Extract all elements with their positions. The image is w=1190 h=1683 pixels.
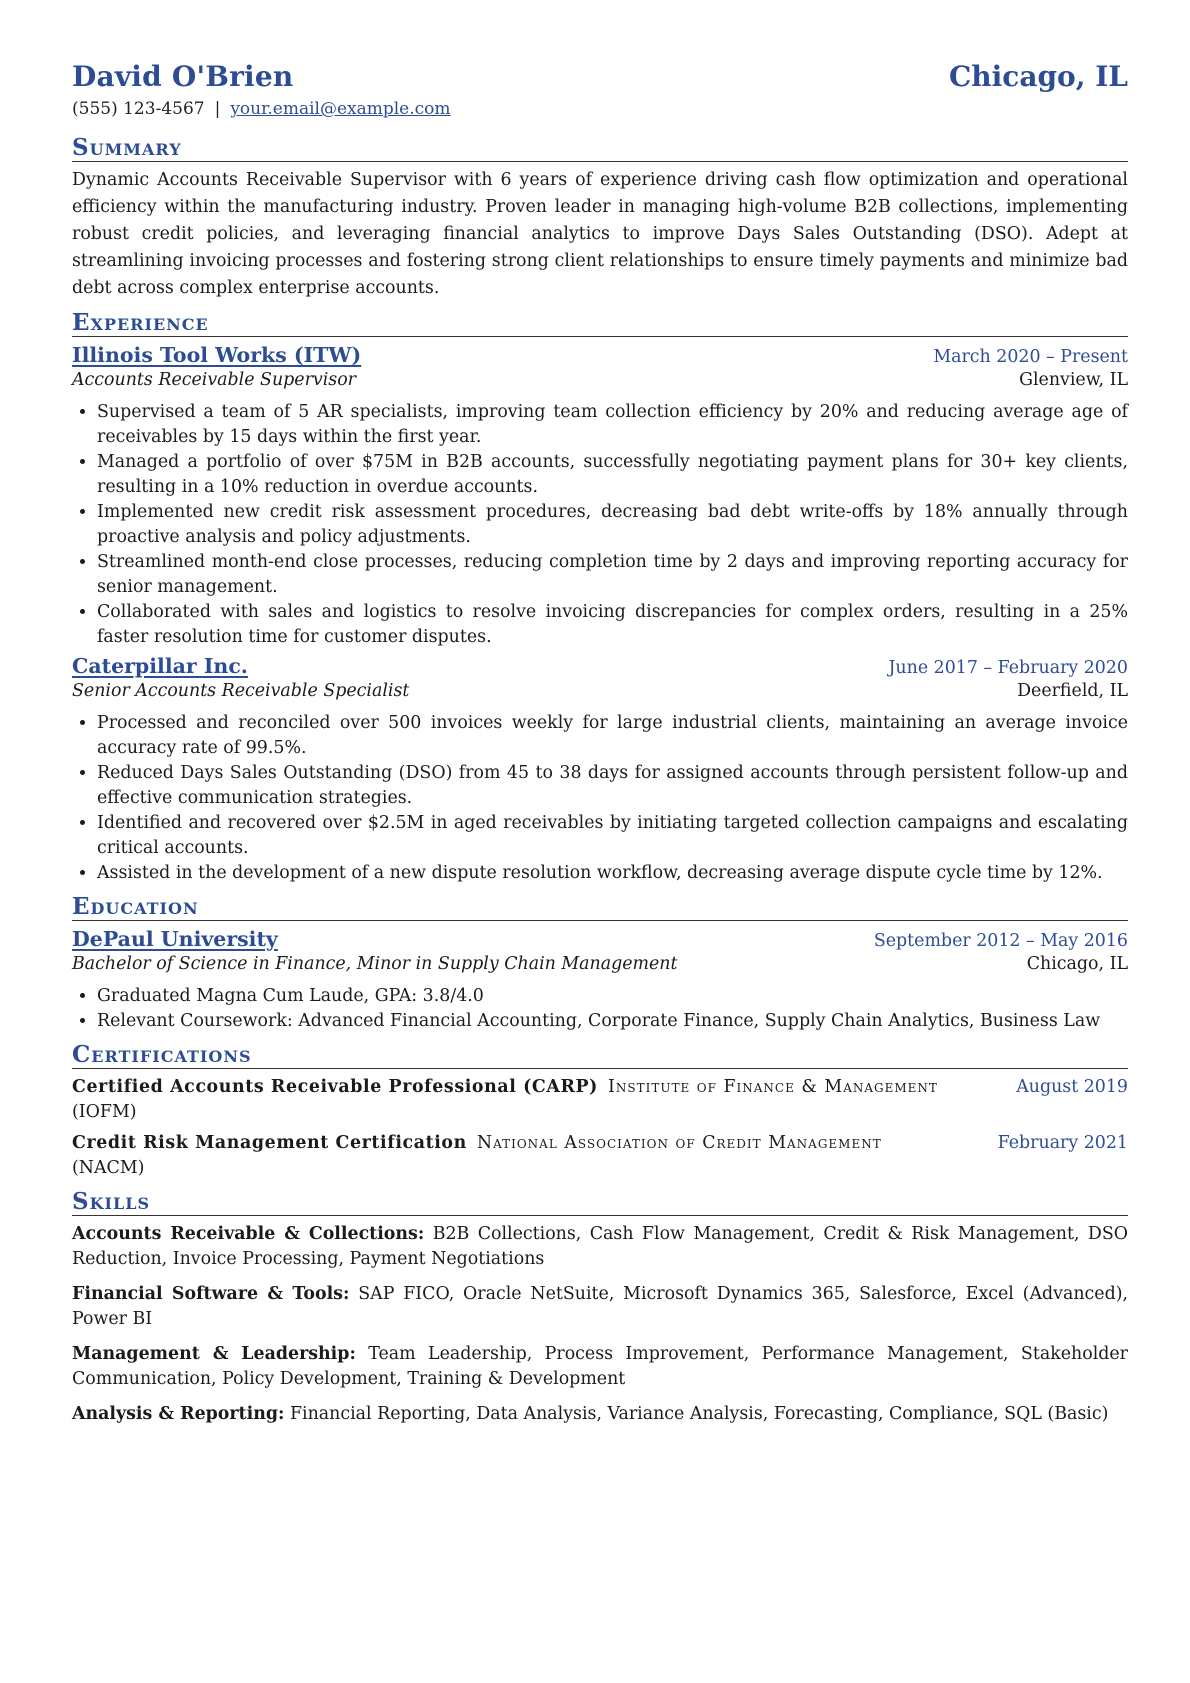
- resume-header: [72, 60, 1128, 93]
- certification-header: [72, 1131, 1128, 1156]
- bullet-item: • Collaborated with sales and logistics to resolve invoicing discrepancies for complex orders, resulting in a 25% faster resolution time for customer disputes.: [97, 600, 1128, 650]
- education-header: [72, 927, 1128, 951]
- skill-group: [72, 1402, 1128, 1427]
- skill-list: SAP FICO, Oracle NetSuite, Microsoft Dynamics 365, Salesforce, Excel (Advanced), Power BI: [72, 1284, 1129, 1329]
- phone-number: (555) 123-4567: [72, 99, 205, 119]
- certification-item: [72, 1131, 1128, 1181]
- resume-content: [72, 60, 1128, 1427]
- job-bullets: [72, 711, 1128, 886]
- education-location: Chicago, IL: [1026, 954, 1128, 974]
- job-location: Deerfield, IL: [1017, 681, 1128, 701]
- skill-list: B2B Collections, Cash Flow Management, Credit & Risk Management, DSO Reduction, Invoice Processing, Payment Negotiations: [72, 1224, 1128, 1269]
- skill-list: Team Leadership, Process Improvement, Performance Management, Stakeholder Communication, Policy Development, Training & Development: [72, 1344, 1128, 1389]
- job-header: [72, 343, 1128, 367]
- certification-heading: [72, 1075, 938, 1100]
- job-title: Senior Accounts Receivable Specialist: [72, 681, 410, 701]
- company-name[interactable]: Illinois Tool Works (ITW): [72, 343, 362, 367]
- certification-heading: [72, 1131, 882, 1156]
- experience-section: [72, 310, 1128, 886]
- job-dates: March 2020 – Present: [933, 347, 1128, 367]
- certification-item: [72, 1075, 1128, 1125]
- section-title-skills: Skills: [72, 1189, 1128, 1216]
- certification-date: August 2019: [1016, 1077, 1128, 1097]
- certification-name: Credit Risk Management Certification: [72, 1133, 467, 1153]
- contact-line: [72, 99, 1128, 119]
- email-link[interactable]: your.email@example.com: [230, 99, 451, 119]
- section-title-experience: Experience: [72, 310, 1128, 337]
- skill-group: [72, 1222, 1128, 1272]
- certification-abbreviation: (NACM): [72, 1158, 145, 1178]
- certification-header: [72, 1075, 1128, 1100]
- education-section: [72, 894, 1128, 1034]
- bullet-item: • Processed and reconciled over 500 invoices weekly for large industrial clients, maintaining an average invoice accuracy rate of 99.5%.: [97, 711, 1128, 761]
- education-subheader: [72, 951, 1128, 978]
- certification-abbreviation: (IOFM): [72, 1102, 137, 1122]
- section-title-certifications: Certifications: [72, 1042, 1128, 1069]
- job-subheader: [72, 367, 1128, 394]
- skills-section: [72, 1189, 1128, 1427]
- section-title-summary: Summary: [72, 135, 1128, 162]
- job-title: Accounts Receivable Supervisor: [72, 370, 356, 390]
- job-entry: [72, 343, 1128, 650]
- bullet-item: • Relevant Coursework: Advanced Financial Accounting, Corporate Finance, Supply Chain Analytics, Business Law: [97, 1009, 1128, 1034]
- company-name[interactable]: Caterpillar Inc.: [72, 654, 248, 678]
- school-name[interactable]: DePaul University: [72, 927, 278, 951]
- skill-list: Financial Reporting, Data Analysis, Variance Analysis, Forecasting, Compliance, SQL (Basic): [289, 1404, 1109, 1424]
- degree: Bachelor of Science in Finance, Minor in Supply Chain Management: [72, 954, 678, 974]
- skill-group: [72, 1342, 1128, 1392]
- candidate-location: Chicago, IL: [948, 60, 1128, 93]
- certification-issuer: Institute of Finance & Management: [608, 1077, 938, 1097]
- education-bullets: [72, 984, 1128, 1034]
- bullet-item: • Streamlined month-end close processes, reducing completion time by 2 days and improving reporting accuracy for senior management.: [97, 550, 1128, 600]
- contact-separator: |: [214, 99, 221, 119]
- skill-category: Management & Leadership:: [72, 1344, 356, 1364]
- certifications-section: [72, 1042, 1128, 1181]
- candidate-name: David O'Brien: [72, 60, 294, 93]
- job-dates: June 2017 – February 2020: [888, 658, 1128, 678]
- job-subheader: [72, 678, 1128, 705]
- job-header: [72, 654, 1128, 678]
- job-bullets: [72, 400, 1128, 650]
- bullet-item: • Identified and recovered over $2.5M in aged receivables by initiating targeted collection campaigns and escalating critical accounts.: [97, 811, 1128, 861]
- bullet-item: • Implemented new credit risk assessment procedures, decreasing bad debt write-offs by 18% annually through proactive analysis and policy adjustments.: [97, 500, 1128, 550]
- section-title-education: Education: [72, 894, 1128, 921]
- skill-category: Financial Software & Tools:: [72, 1284, 350, 1304]
- certification-name: Certified Accounts Receivable Professional (CARP): [72, 1077, 599, 1097]
- job-entry: [72, 654, 1128, 886]
- certification-issuer: National Association of Credit Management: [476, 1133, 882, 1153]
- skill-group: [72, 1282, 1128, 1332]
- bullet-item: • Assisted in the development of a new dispute resolution workflow, decreasing average dispute cycle time by 12%.: [97, 861, 1128, 886]
- bullet-item: • Reduced Days Sales Outstanding (DSO) from 45 to 38 days for assigned accounts through persistent follow-up and effective communication strategies.: [97, 761, 1128, 811]
- skill-category: Accounts Receivable & Collections:: [72, 1224, 425, 1244]
- education-dates: September 2012 – May 2016: [873, 931, 1128, 951]
- summary-text: Dynamic Accounts Receivable Supervisor with 6 years of experience driving cash flow optimization and operational efficiency within the manufacturing industry. Proven leader in managing high-volume B2B collections, implementing robust credit policies, and leveraging financial analytics to improve Days Sales Outstanding (DSO). Adept at streamlining invoicing processes and fostering strong client relationships to ensure timely payments and minimize bad debt across complex enterprise accounts.: [72, 170, 1128, 298]
- bullet-item: • Supervised a team of 5 AR specialists, improving team collection efficiency by 20% and reducing average age of receivables by 15 days within the first year.: [97, 400, 1128, 450]
- bullet-item: • Graduated Magna Cum Laude, GPA: 3.8/4.0: [97, 984, 1128, 1009]
- summary-section: [72, 135, 1128, 302]
- job-location: Glenview, IL: [1019, 370, 1128, 390]
- certification-date: February 2021: [997, 1133, 1128, 1153]
- bullet-item: • Managed a portfolio of over $75M in B2B accounts, successfully negotiating payment plans for 30+ key clients, resulting in a 10% reduction in overdue accounts.: [97, 450, 1128, 500]
- skill-category: Analysis & Reporting:: [72, 1404, 285, 1424]
